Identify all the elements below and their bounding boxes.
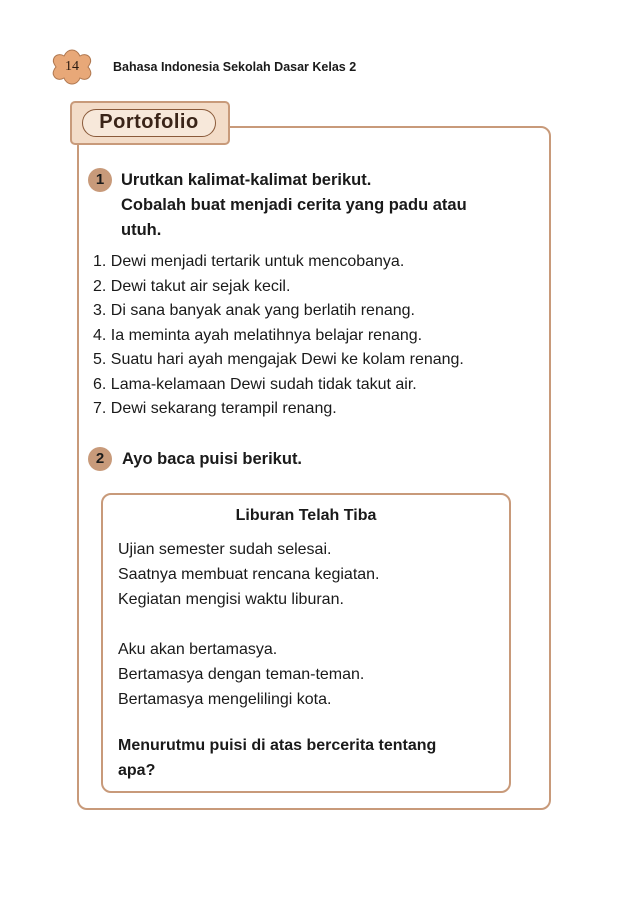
sentence-item: 2. Dewi takut air sejak kecil. xyxy=(93,277,291,295)
poem-title: Liburan Telah Tiba xyxy=(235,507,377,524)
poem-line: Bertamasya mengelilingi kota. xyxy=(118,691,332,708)
task2-instruction: Ayo baca puisi berikut. xyxy=(122,450,303,468)
poem-stanza-1 xyxy=(118,537,380,612)
poem-question-line2: apa? xyxy=(118,762,156,779)
book-title: Bahasa Indonesia Sekolah Dasar Kelas 2 xyxy=(113,60,357,74)
task-number-badge-2: 2 xyxy=(88,447,112,471)
poem-question-line1: Menurutmu puisi di atas bercerita tentang xyxy=(118,737,437,754)
poem-line: Ujian semester sudah selesai. xyxy=(118,541,332,558)
sentence-item: 4. Ia meminta ayah melatihnya belajar renang. xyxy=(93,326,423,344)
task1-instruction-line2: Cobalah buat menjadi cerita yang padu atau xyxy=(121,196,467,214)
portfolio-tab xyxy=(70,101,230,145)
sentence-item: 3. Di sana banyak anak yang berlatih renang. xyxy=(93,302,415,319)
poem-line: Kegiatan mengisi waktu liburan. xyxy=(118,591,344,608)
poem-line: Aku akan bertamasya. xyxy=(118,641,278,658)
page-number-badge xyxy=(49,47,95,87)
portfolio-label: Portofolio xyxy=(82,109,216,137)
poem-question xyxy=(118,733,503,783)
poem-stanza-2 xyxy=(118,637,364,712)
task1-instruction-line3: utuh. xyxy=(121,221,162,239)
page-number: 14 xyxy=(65,59,79,74)
sentence-item: 6. Lama-kelamaan Dewi sudah tidak takut air. xyxy=(93,375,417,393)
sentence-item: 5. Suatu hari ayah mengajak Dewi ke kolam renang. xyxy=(93,351,464,368)
task-number-badge-1: 1 xyxy=(88,168,112,192)
poem-line: Saatnya membuat rencana kegiatan. xyxy=(118,566,380,583)
sentence-item: 7. Dewi sekarang terampil renang. xyxy=(93,400,337,417)
sentence-list xyxy=(93,250,464,422)
poem-line: Bertamasya dengan teman-teman. xyxy=(118,666,365,683)
task1-instruction-line1: Urutkan kalimat-kalimat berikut. xyxy=(121,171,372,189)
sentence-item: 1. Dewi menjadi tertarik untuk mencobanya. xyxy=(93,253,405,270)
